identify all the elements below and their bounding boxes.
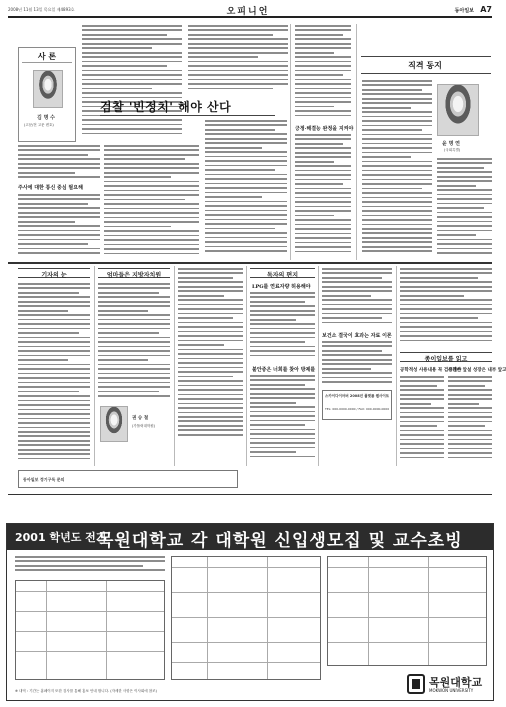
review-2-headline: 시간은 앞설 성장은 내부 앞고 [448, 368, 506, 373]
middle-column-text [295, 25, 351, 120]
editorial-headline: 검찰 '빈정치' 해야 산다 [100, 100, 232, 114]
review-1-text [400, 376, 444, 466]
mini-ad-box [322, 390, 392, 420]
ad-banner [7, 524, 493, 550]
editorial-col3-text [188, 25, 288, 95]
column-title-box [361, 56, 491, 74]
columnist-role: (국회특별) [444, 148, 461, 152]
section-title: 오피니언 [226, 7, 270, 17]
ad-intro-text [15, 556, 165, 576]
columnist-photo [437, 84, 479, 136]
editorial-intro-text [82, 25, 182, 140]
university-logo-ko: 목원대학교 [429, 676, 483, 689]
subscription-strip-text: 동아일보 정기구독 문의 [23, 477, 65, 482]
reader-review-title: 종이일보를 읽고 [400, 352, 492, 362]
university-logo-en: MOKWON UNIVERSITY [429, 688, 474, 693]
editorial-col4-text [205, 120, 287, 260]
column4-text [322, 268, 392, 328]
ad-footer-note: ※ 내역 : 기간는 홈페이지 또한 검사를 통해 홍보 안내 합니다. (자세한 사항은 이사회에 참조) [15, 689, 157, 693]
editorial-author: 김 명 수 [37, 115, 55, 121]
editorial-author-box [18, 47, 76, 142]
editorial-author-role: (고문/전 고문 변호) [24, 123, 54, 127]
university-emblem-icon [407, 674, 425, 694]
review-2-text [448, 376, 492, 466]
middle-subhead: 긍정·해결능 완정을 지켜야 [295, 126, 354, 132]
page-number: A7 [480, 5, 492, 14]
middle-column-text-2 [295, 134, 351, 260]
ad-table-middle [171, 556, 321, 680]
review-1-headline: 공학적성 사용내용 꼭 검증해야 [400, 368, 462, 373]
reader-letter-2-text [250, 375, 315, 465]
paper-name: 동아일보 [454, 8, 474, 14]
column2-author-role: (가톨릭대학원) [132, 424, 156, 428]
reader-letter-2-headline: 불안증은 너희를 찾아 방제를 [252, 367, 316, 373]
right-column-text-a [362, 80, 432, 260]
reporter-column-text [18, 283, 90, 465]
column2-title: 엄마들은 지방자치원 [98, 268, 170, 278]
column4-text-2 [322, 341, 392, 386]
editorial-subhead: 주사에 대한 통신 중심 필요해 [18, 185, 83, 191]
author-photo [33, 70, 63, 108]
right-column-text-b [437, 158, 492, 260]
column-title: 직격 동지 [408, 60, 442, 70]
column5-text [400, 268, 492, 348]
reader-letters-title: 독자의 편지 [250, 268, 315, 278]
ad-title: 목원대학교 각 대학원 신입생모집 및 교수초빙 [97, 531, 463, 551]
ad-table-right [327, 556, 487, 666]
reporter-column-title: 기자의 눈 [18, 268, 90, 278]
university-advertisement [6, 523, 494, 701]
subscription-strip-ad [18, 470, 238, 488]
editorial-box-label: 사 론 [37, 51, 57, 61]
editorial-left-text [18, 145, 100, 183]
mini-ad-contact: TEL: 000-0000-0000 / FAX: 000-0000-0000 [325, 407, 390, 411]
editorial-left-text-2 [18, 194, 100, 259]
column2-author: 권 승 철 [132, 416, 149, 421]
column2-text [98, 283, 170, 403]
page-header [8, 4, 492, 18]
column2b-text [178, 268, 243, 443]
mini-ad-title: 스카이다이어버 2008년 플랫폼 웹사이트 [325, 394, 390, 398]
university-logo [407, 674, 487, 696]
reader-letter-1-text [250, 292, 315, 362]
editorial-col2-text [104, 145, 199, 260]
issue-date: 2008년 11월 13일 목요일 제4893호 [8, 7, 75, 12]
column4-subhead: 보건소 결국이 효과는 자료 이론 [322, 333, 392, 339]
column2-author-photo [100, 406, 128, 442]
ad-table-left [15, 580, 165, 680]
ad-year-label: 2001 학년도 전기 [15, 531, 107, 544]
reader-letter-1-headline: LPG를 연료자량 허용해야 [252, 284, 311, 290]
columnist-name: 윤 명 연 [442, 141, 460, 147]
